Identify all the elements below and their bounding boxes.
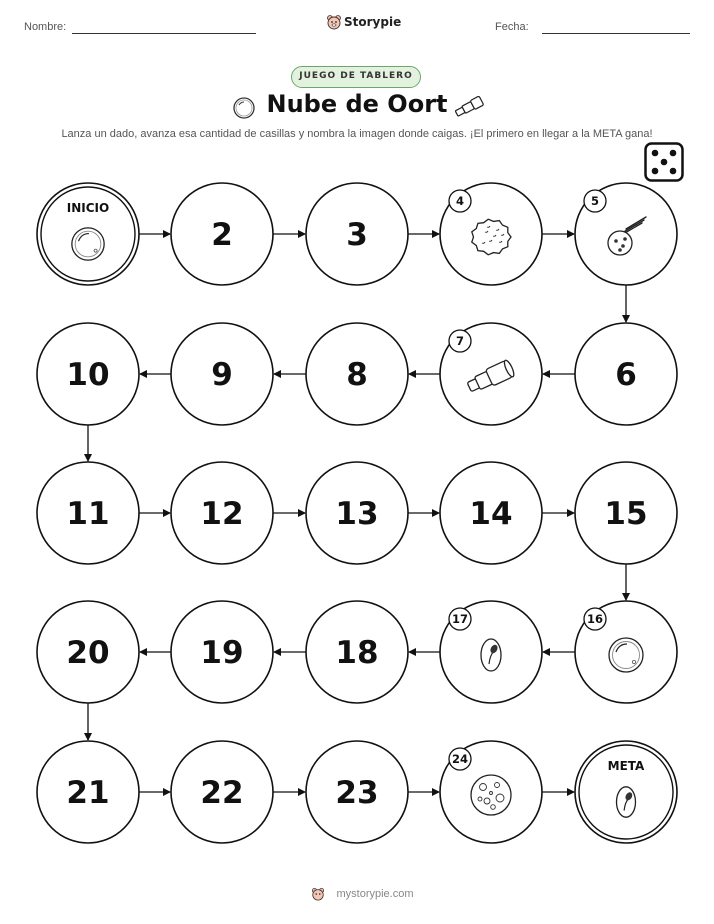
board-cell-1 [37,183,139,285]
board-cell-4 [440,183,542,285]
moon-icon [471,775,511,815]
svg-text:4: 4 [455,194,465,208]
bubble-icon [72,228,104,260]
cell-number-badge [449,330,471,352]
cell-number-badge [584,608,606,630]
cell-number: 8 [346,357,368,393]
board-cell-5 [575,183,677,285]
instructions: Lanza un dado, avanza esa cantidad de casillas y nombra la imagen donde caigas. ¡El primero en llegar a la META gana! [61,128,653,140]
board-cell-8 [306,323,408,425]
cell-number: 10 [66,357,110,393]
cell-number: 12 [200,496,244,532]
svg-text:5: 5 [590,194,600,208]
cell-number: 18 [335,635,379,671]
cell-number: 15 [604,496,648,532]
page-title: Nube de Oort [266,90,448,118]
board-cell-15 [575,462,677,564]
board-cell-23 [306,741,408,843]
board-cell-7 [440,323,542,425]
cell-number: 19 [200,635,244,671]
footer-url[interactable]: mystorypie.com [336,888,414,900]
board-cell-9 [171,323,273,425]
board-cell-22 [171,741,273,843]
svg-text:7: 7 [455,334,465,348]
board-cell-19 [171,601,273,703]
board-cell-24 [440,741,542,843]
cell-number-badge [449,608,471,630]
board-cell-11 [37,462,139,564]
svg-text:24: 24 [451,752,469,766]
end-label: META [607,759,645,773]
seed-icon [617,787,636,817]
cell-number: 3 [346,217,368,253]
board-cell-3 [306,183,408,285]
board-cell-17 [440,601,542,703]
cell-number-badge [584,190,606,212]
board-cell-16 [575,601,677,703]
board-cell-14 [440,462,542,564]
name-label: Nombre: [24,21,67,33]
date-label: Fecha: [495,21,529,33]
brand-name: Storypie [344,15,402,29]
board-cell-21 [37,741,139,843]
svg-text:16: 16 [586,612,604,626]
svg-text:17: 17 [451,612,469,626]
cell-number: 22 [200,775,244,811]
board-cell-20 [37,601,139,703]
cell-number: 23 [335,775,379,811]
cell-number: 6 [615,357,637,393]
board-cell-12 [171,462,273,564]
bubble-icon [609,638,643,672]
cell-number: 13 [335,496,379,532]
board-cell-18 [306,601,408,703]
board-cell-6 [575,323,677,425]
cell-number: 20 [66,635,110,671]
cell-number: 9 [211,357,233,393]
cell-number: 21 [66,775,110,811]
cell-number-badge [449,748,471,770]
board-cell-13 [306,462,408,564]
cell-number: 14 [469,496,513,532]
cell-number: 11 [66,496,110,532]
start-label: INICIO [66,201,110,215]
cell-number: 2 [211,217,233,253]
board-cell-10 [37,323,139,425]
seed-icon [481,639,501,671]
board-cell-2 [171,183,273,285]
board-cell-25 [575,741,677,843]
cell-number-badge [449,190,471,212]
game-badge: JUEGO DE TABLERO [291,66,421,88]
